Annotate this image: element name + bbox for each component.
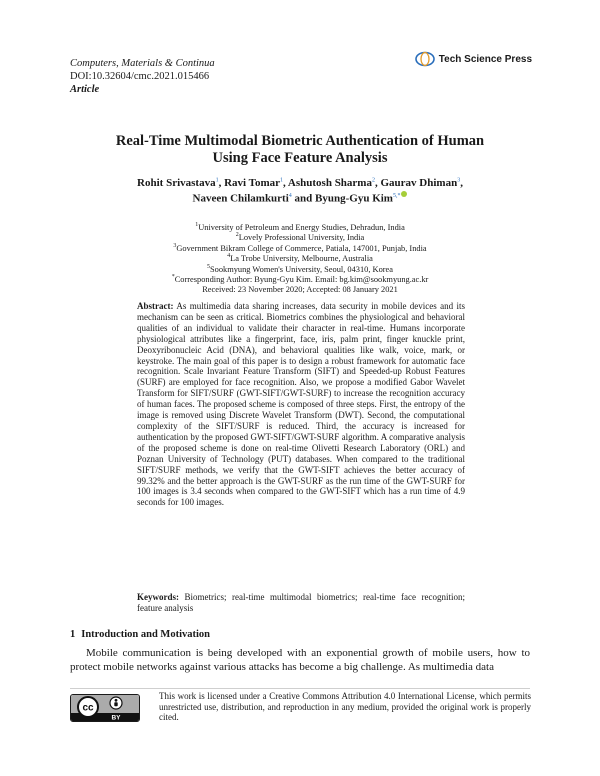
affiliation-item <box>0 265 600 275</box>
article-type: Article <box>70 84 100 95</box>
intro-paragraph: Mobile communication is being developed with an exponential growth of mobile users, how to protect mobile networks against various attacks has become a big challenge. As multimedia data <box>70 647 530 674</box>
affiliation-sup: * <box>171 274 175 281</box>
affiliation-text: Sookmyung Women's University, Seoul, 04310, Korea <box>210 264 393 274</box>
author-separator: , <box>374 177 381 189</box>
publisher-logo <box>415 51 532 67</box>
abstract-text: As multimedia data sharing increases, data security in mobile devices and its mechanism can be seen as critical. Biometrics combines the physiological and behavioral qualities of an individual to validate their character in real-time. Humans incorporate physiological attributes like a fingerprint, face, iris, palm print, finger knuckle print, Deoxyribonucleic Acid (DNA), and behavioral qualities like walk, voice, mark, or keystroke. The main goal of this paper is to design a robust framework for automatic face recognition. Scale Invariant Feature Transform (SIFT) and Speeded-up Robust Features (SURF) are employed for face recognition. Also, we propose a modified Gabor Wavelet Transform for SIFT/SURF (GWT-SIFT/GWT-SURF) to increase the recognition accuracy of human faces. The proposed scheme is composed of three steps. First, the entropy of the image is removed using Discrete Wavelet Transform (DWT). Second, the computational complexity of the SIFT/SURF is reduced. Third, the accuracy is increased for authentication by the proposed GWT-SIFT/GWT-SURF algorithm. A comparative analysis of the proposed scheme is done on real-time Olivetti Research Laboratory (ORL) and Poznan University of Technology (PUT) databases. When compared to the traditional SIFT/SURF methods, we verify that the GWT-SIFT achieves the better accuracy of 99.32% and the better approach is the GWT-SURF as the run time of the GWT-SURF for 100 images is 3.4 seconds when compared to the GWT-SIFT which has a run time of 4.9 seconds for 100 images. <box>137 301 465 508</box>
author-name[interactable]: Gaurav Dhiman <box>380 177 458 189</box>
affiliation-item <box>0 223 600 233</box>
author-list <box>0 176 600 207</box>
affiliation-sup: 3 <box>173 243 177 250</box>
cc-by-license-icon[interactable] <box>70 694 140 722</box>
author-name[interactable]: Ravi Tomar <box>224 177 281 189</box>
journal-header <box>70 57 215 96</box>
author-affil-sup[interactable]: 3 <box>457 177 461 184</box>
publisher-name: Tech Science Press <box>438 53 532 65</box>
affiliation-text: Lovely Professional University, India <box>238 233 365 243</box>
author-separator: , <box>218 177 225 189</box>
cc-badge-text: cc <box>82 702 94 714</box>
author-name[interactable]: Naveen Chilamkurti <box>192 192 289 205</box>
author-line-1 <box>0 176 600 191</box>
keywords-label: Keywords: <box>137 592 179 602</box>
author-name[interactable]: Ashutosh Sharma <box>287 177 372 189</box>
author-affil-sup[interactable]: 4 <box>288 193 292 199</box>
affiliation-sup: 4 <box>227 253 231 260</box>
affiliation-sup: 5 <box>207 263 210 270</box>
dates-text: Received: 23 November 2020; Accepted: 08 January 2021 <box>202 285 398 295</box>
abstract <box>137 301 465 508</box>
affiliations <box>0 223 600 296</box>
received-accepted-dates <box>0 285 600 295</box>
author-separator: and <box>291 192 316 205</box>
corresponding-author <box>0 275 600 285</box>
author-name[interactable]: Rohit Srivastava <box>137 177 216 189</box>
keywords-text: Biometrics; real-time multimodal biometrics; real-time face recognition; feature analysis <box>137 592 465 613</box>
journal-name: Computers, Materials & Continua <box>70 58 215 69</box>
author-separator: , <box>460 177 463 189</box>
affiliation-text: La Trobe University, Melbourne, Australia <box>230 254 373 264</box>
author-line-2 <box>0 191 600 207</box>
affiliation-text[interactable]: Corresponding Author: Byung-Gyu Kim. Email: bg.kim@sookmyung.ac.kr <box>174 275 429 285</box>
author-affil-sup[interactable]: 5,* <box>392 193 401 199</box>
orcid-icon[interactable] <box>401 191 407 197</box>
affiliation-item <box>0 233 600 243</box>
author-affil-sup[interactable]: 2 <box>371 177 375 184</box>
abstract-label: Abstract: <box>137 301 174 311</box>
affiliation-item <box>0 254 600 264</box>
title-line: Real-Time Multimodal Biometric Authentication of Human <box>115 133 485 149</box>
author-affil-sup[interactable]: 1 <box>280 177 284 184</box>
license-text: This work is licensed under a Creative Commons Attribution 4.0 International License, which permits unrestricted use, distribution, and reproduction in any medium, provided the original work is properly cited. <box>159 691 531 723</box>
keywords <box>137 592 465 614</box>
affiliation-item <box>0 244 600 254</box>
by-badge-text: BY <box>111 714 121 722</box>
section-heading <box>70 629 210 640</box>
license-divider <box>70 688 530 689</box>
author-separator: , <box>283 177 288 189</box>
affiliation-sup: 2 <box>235 232 239 239</box>
author-name[interactable]: Byung-Gyu Kim <box>315 192 393 205</box>
title-line: Using Face Feature Analysis <box>212 150 388 166</box>
section-number: 1 <box>70 629 76 640</box>
affiliation-text: Government Bikram College of Commerce, Patiala, 147001, Punjab, India <box>176 243 427 253</box>
paper-title <box>0 133 600 167</box>
affiliation-text: University of Petroleum and Energy Studies, Dehradun, India <box>198 223 405 232</box>
section-title: Introduction and Motivation <box>81 629 210 640</box>
publisher-emblem-icon <box>415 51 435 67</box>
doi[interactable]: DOI:10.32604/cmc.2021.015466 <box>70 71 210 82</box>
author-affil-sup[interactable]: 1 <box>215 177 219 184</box>
affiliation-sup: 1 <box>195 222 199 229</box>
